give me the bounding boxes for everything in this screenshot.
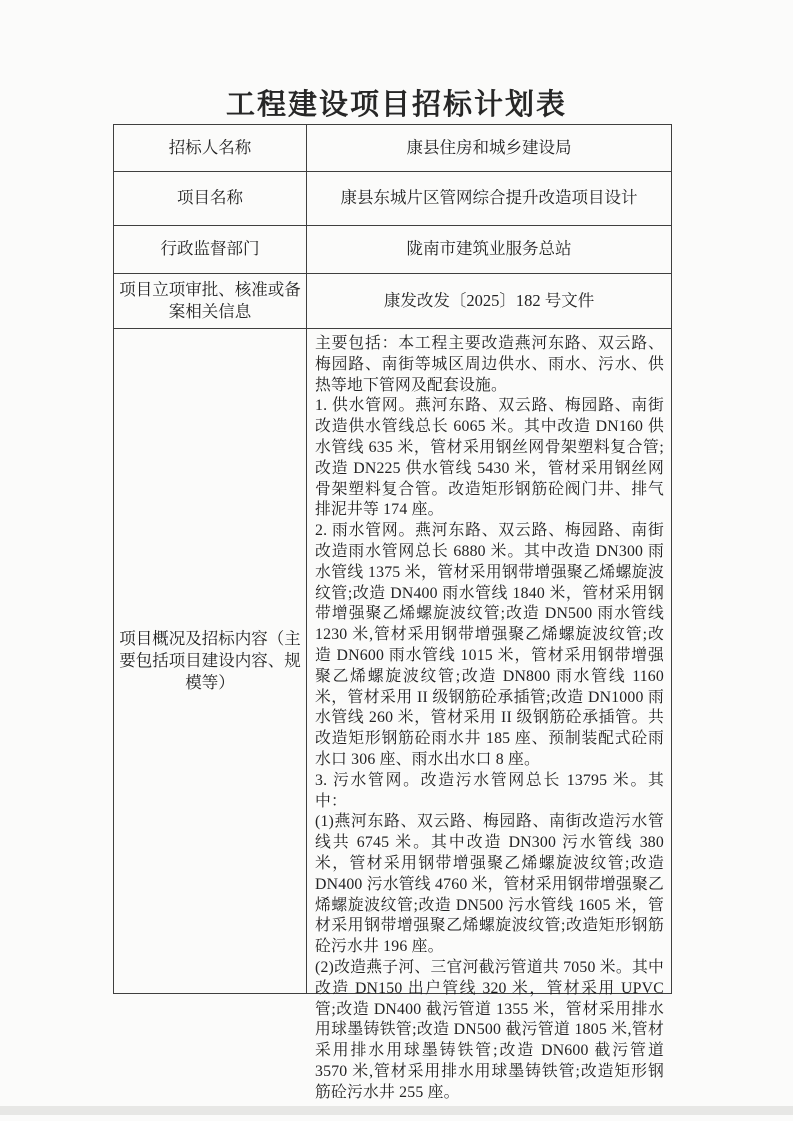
overview-paragraph-sewage-part2: (2)改造燕子河、三官河截污管道共 7050 米。其中改造 DN150 出户管线 320 米，管材采用 UPVC 管;改造 DN400 截污管道 1355 米，管材采用排水用球墨铸铁管;改造 DN500 截污管道 1805 米,管材采用排水用球墨铸铁管;改造 DN600 截污管道 3570 米,管材采用排水用球墨铸铁管;改造矩形钢筋砼污水井 255 座。 [315,958,664,1101]
table-row [114,328,671,1101]
table-row [114,171,671,225]
scan-edge-artifact [0,1106,793,1115]
row-value-project-overview [307,329,671,1101]
overview-paragraph-water-supply: 1. 供水管网。燕河东路、双云路、梅园路、南街改造供水管线总长 6065 米。其中改造 DN160 供水管线 635 米，管材采用钢丝网骨架塑料复合管;改造 DN225 供水管线 5430 米，管材采用钢丝网骨架塑料复合管。改造矩形钢筋砼阀门井、排气排泥井等 174 座。 [315,397,664,519]
row-value-approval-document-number: 康发改发〔2025〕182 号文件 [383,290,595,310]
row-label-project-overview: 项目概况及招标内容（主要包括项目建设内容、规模等） [114,329,307,993]
row-label-project-name: 项目名称 [114,172,307,225]
row-value-project-name: 康县东城片区管网综合提升改造项目设计 [340,188,638,208]
tender-plan-table [113,124,672,1101]
document-title: 工程建设项目招标计划表 [225,89,567,121]
overview-paragraph-sewage-heading: 3. 污水管网。改造污水管网总长 13795 米。其中： [315,771,664,810]
table-row [114,125,671,171]
row-value-supervision-department: 陇南市建筑业服务总站 [406,239,572,259]
overview-paragraph-intro: 主要包括：本工程主要改造燕河东路、双云路、梅园路、南街等城区周边供水、雨水、污水、供热等地下管网及配套设施。 [315,335,664,394]
table-row [114,273,671,328]
row-label-bidder-name: 招标人名称 [114,125,307,171]
overview-paragraph-rainwater: 2. 雨水管网。燕河东路、双云路、梅园路、南街改造雨水管网总长 6880 米。其中改造 DN300 雨水管线 1375 米，管材采用钢带增强聚乙烯螺旋波纹管;改造 DN400 雨水管线 1840 米，管材采用钢带增强聚乙烯螺旋波纹管;改造 DN500 雨水管线 1230 米,管材采用钢带增强聚乙烯螺旋波纹管;改造 DN600 雨水管线 1015 米，管材采用钢带增强聚乙烯螺旋波纹管;改造 DN800 雨水管线 1160 米，管材采用 II 级钢筋砼承插管;改造 DN1000 雨水管线 260 米，管材采用 II 级钢筋砼承插管。共改造矩形钢筋砼雨水井 185 座、预制装配式砼雨水口 306 座、雨水出水口 8 座。 [315,522,664,768]
row-label-supervision-department: 行政监督部门 [114,226,307,273]
row-label-approval-info: 项目立项审批、核准或备案相关信息 [114,274,307,328]
row-value-bidder-name: 康县住房和城乡建设局 [406,137,572,157]
table-row [114,225,671,273]
overview-paragraph-sewage-part1: (1)燕河东路、双云路、梅园路、南街改造污水管线共 6745 米。其中改造 DN300 污水管线 380 米，管材采用钢带增强聚乙烯螺旋波纹管;改造 DN400 污水管线 4760 米，管材采用钢带增强聚乙烯螺旋波纹管;改造 DN500 污水管线 1605 米，管材采用钢带增强聚乙烯螺旋波纹管;改造矩形钢筋砼污水井 196 座。 [315,813,664,956]
